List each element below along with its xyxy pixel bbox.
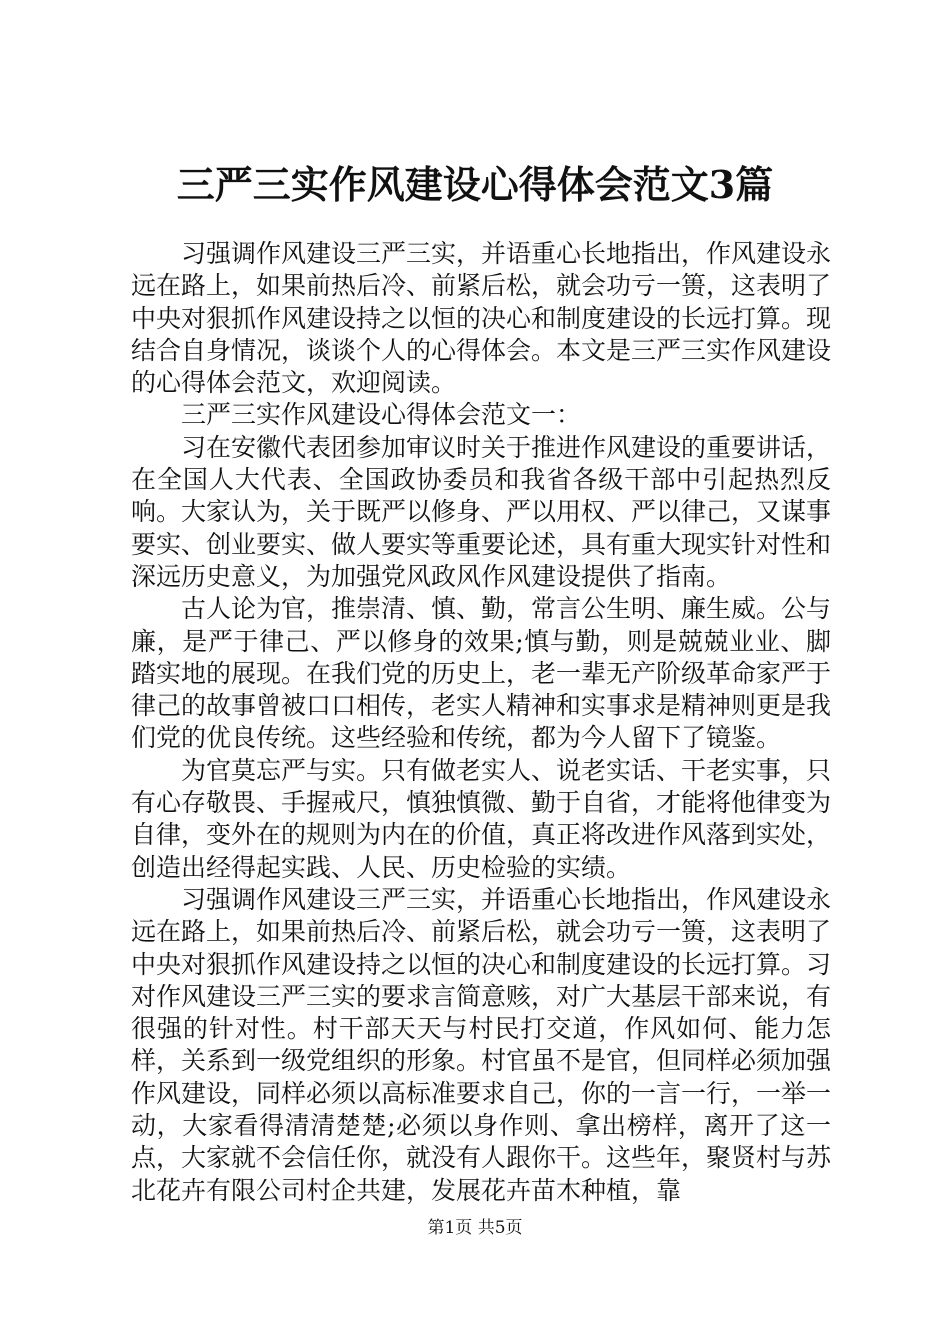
document-body bbox=[131, 238, 831, 1207]
page-number-footer: 第1页 共5页 bbox=[427, 1218, 523, 1238]
paragraph-intro: 习强调作风建设三严三实，并语重心长地指出，作风建设永远在路上，如果前热后冷、前紧后松，就会功亏一篑，这表明了中央对狠抓作风建设持之以恒的决心和制度建设的长远打算。现结合自身情况，谈谈个人的心得体会。本文是三严三实作风建设的心得体会范文，欢迎阅读。 bbox=[131, 239, 832, 398]
section-heading: 三严三实作风建设心得体会范文一： bbox=[181, 400, 582, 430]
paragraph-3: 为官莫忘严与实。只有做老实人、说老实话、干老实事，只有心存敬畏、手握戒尺，慎独慎微、勤于自省，才能将他律变为自律，变外在的规则为内在的价值，真正将改进作风落到实处，创造出经得起实践、人民、历史检验的实绩。 bbox=[131, 755, 832, 882]
paragraph-4: 习强调作风建设三严三实，并语重心长地指出，作风建设永远在路上，如果前热后冷、前紧后松，就会功亏一篑，这表明了中央对狠抓作风建设持之以恒的决心和制度建设的长远打算。习对作风建设三严三实的要求言简意赅，对广大基层干部来说，有很强的针对性。村干部天天与村民打交道，作风如何、能力怎样，关系到一级党组织的形象。村官虽不是官，但同样必须加强作风建设，同样必须以高标准要求自己，你的一言一行，一举一动，大家看得清清楚楚;必须以身作则、拿出榜样，离开了这一点，大家就不会信任你，就没有人跟你干。这些年，聚贤村与苏北花卉有限公司村企共建，发展花卉苗木种植，靠 bbox=[131, 884, 832, 1205]
paragraph-2: 古人论为官，推崇清、慎、勤，常言公生明、廉生威。公与廉，是严于律己、严以修身的效果;慎与勤，则是兢兢业业、脚踏实地的展现。在我们党的历史上，老一辈无产阶级革命家严于律己的故事曾被口口相传，老实人精神和实事求是精神则更是我们党的优良传统。这些经验和传统，都为今人留下了镜鉴。 bbox=[131, 594, 832, 753]
paragraph-1: 习在安徽代表团参加审议时关于推进作风建设的重要讲话，在全国人大代表、全国政协委员和我省各级干部中引起热烈反响。大家认为，关于既严以修身、严以用权、严以律己，又谋事要实、创业要实、做人要实等重要论述，具有重大现实针对性和深远历史意义，为加强党风政风作风建设提供了指南。 bbox=[131, 432, 832, 591]
document-title: 三严三实作风建设心得体会范文3篇 bbox=[176, 162, 774, 207]
